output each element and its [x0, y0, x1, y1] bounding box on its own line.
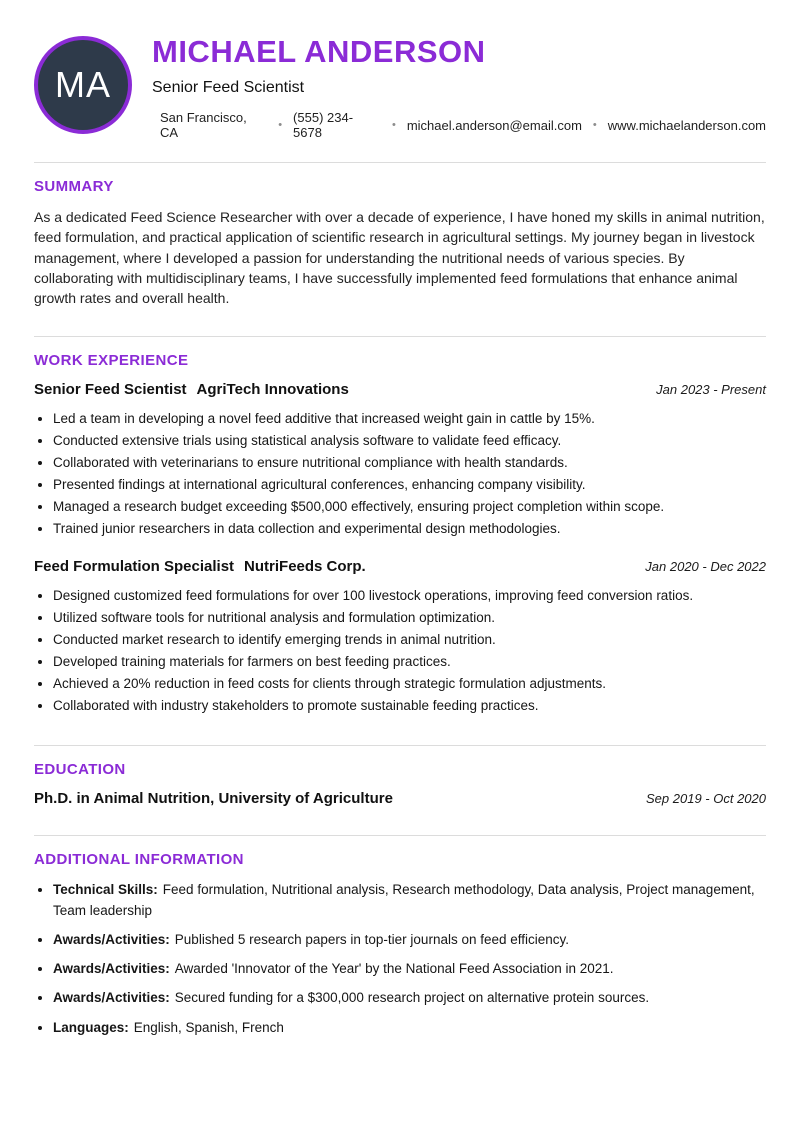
- job-dates: Jan 2020 - Dec 2022: [645, 559, 766, 575]
- additional-info-heading: ADDITIONAL INFORMATION: [34, 851, 244, 869]
- job-dates: Jan 2023 - Present: [656, 382, 766, 398]
- contact-website: www.michaelanderson.com: [607, 117, 766, 133]
- job-bullet: • Conducted market research to identify emerging trends in animal nutrition.: [53, 629, 766, 651]
- job-title-company: [34, 381, 349, 398]
- additional-info-item: [53, 988, 766, 1008]
- education-degree: Ph.D. in Animal Nutrition, University of Agriculture: [34, 790, 393, 808]
- summary-heading: SUMMARY: [34, 178, 114, 195]
- resume-header: [34, 30, 766, 140]
- item-label: Awards/Activities:: [53, 931, 170, 947]
- job-header: [34, 558, 766, 575]
- contact-phone: (555) 234-5678: [293, 110, 354, 140]
- job-bullet: • Collaborated with veterinarians to ensure nutritional compliance with health standards.: [53, 452, 766, 474]
- job-header: [34, 381, 766, 398]
- job-bullet: • Presented findings at international agricultural conferences, enhancing company visibility.: [53, 474, 766, 496]
- job-bullet: • Developed training materials for farmers on best feeding practices.: [53, 651, 766, 673]
- job-bullet: • Utilized software tools for nutritional analysis and formulation optimization.: [53, 607, 766, 629]
- item-label: Awards/Activities:: [53, 961, 170, 977]
- item-text: Feed formulation, Nutritional analysis, Research methodology, Data analysis, Project management, Team leadership: [53, 882, 755, 918]
- job-entry: [34, 381, 766, 540]
- item-text: Secured funding for a $300,000 research project on alternative protein sources.: [174, 990, 650, 1006]
- item-label: Languages:: [53, 1019, 129, 1035]
- separator-dot-icon: •: [278, 119, 283, 131]
- item-text: English, Spanish, French: [133, 1019, 284, 1035]
- job-title-company: [34, 558, 366, 575]
- additional-info-item: [53, 930, 766, 950]
- additional-info-item: [53, 1018, 766, 1038]
- item-label: Awards/Activities:: [53, 990, 170, 1006]
- avatar: [34, 36, 132, 134]
- item-text: Awarded 'Innovator of the Year' by the National Feed Association in 2021.: [174, 961, 614, 977]
- job-bullet-list: [34, 408, 766, 540]
- job-entry: [34, 558, 766, 717]
- job-company: NutriFeeds Corp.: [244, 558, 366, 576]
- job-title: Senior Feed Scientist: [34, 381, 187, 399]
- job-bullet: • Trained junior researchers in data collection and experimental design methodologies.: [53, 518, 766, 540]
- job-bullet: • Managed a research budget exceeding $500,000 effectively, ensuring project completion within scope.: [53, 496, 766, 518]
- avatar-initials: MA: [55, 64, 111, 105]
- contact-location: San Francisco, CA: [160, 110, 247, 140]
- education-heading: EDUCATION: [34, 761, 126, 779]
- education-section: [34, 745, 766, 807]
- additional-info-item: [53, 959, 766, 979]
- work-experience-heading: WORK EXPERIENCE: [34, 352, 189, 370]
- person-job-title: Senior Feed Scientist: [152, 79, 305, 96]
- person-name: MICHAEL ANDERSON: [152, 34, 486, 69]
- separator-dot-icon: •: [592, 119, 597, 131]
- job-bullet: • Achieved a 20% reduction in feed costs for clients through strategic formulation adjustments.: [53, 673, 766, 695]
- header-text: [152, 30, 766, 140]
- job-bullet: • Designed customized feed formulations for over 100 livestock operations, improving feed conversion ratios.: [53, 585, 766, 607]
- contact-row: [160, 110, 766, 140]
- job-bullet-list: [34, 585, 766, 717]
- job-bullet: • Collaborated with industry stakeholders to promote sustainable feeding practices.: [53, 695, 766, 717]
- job-bullet: • Led a team in developing a novel feed additive that increased weight gain in cattle by 15%.: [53, 408, 766, 430]
- additional-info-section: [34, 835, 766, 1038]
- summary-text: As a dedicated Feed Science Researcher with over a decade of experience, I have honed my skills in animal nutrition, feed formulation, and practical application of scientific research in agricultural settings. My journey began in livestock management, where I developed a passion for understanding the nutritional needs of various species. By collaborating with multidisciplinary teams, I have successfully implemented feed formulations that enhance animal growth rates and overall health.: [34, 209, 765, 307]
- summary-section: [34, 162, 766, 308]
- education-entry: [34, 790, 766, 807]
- additional-info-list: [34, 880, 766, 1038]
- item-text: Published 5 research papers in top-tier journals on feed efficiency.: [174, 931, 570, 947]
- education-dates: Sep 2019 - Oct 2020: [646, 791, 766, 807]
- item-label: Technical Skills:: [53, 882, 158, 898]
- job-company: AgriTech Innovations: [196, 381, 349, 399]
- work-experience-section: [34, 336, 766, 717]
- contact-email: michael.anderson@email.com: [406, 117, 582, 133]
- additional-info-item: [53, 880, 766, 921]
- job-bullet: • Conducted extensive trials using statistical analysis software to validate feed efficacy.: [53, 430, 766, 452]
- separator-dot-icon: •: [391, 119, 396, 131]
- job-title: Feed Formulation Specialist: [34, 558, 235, 576]
